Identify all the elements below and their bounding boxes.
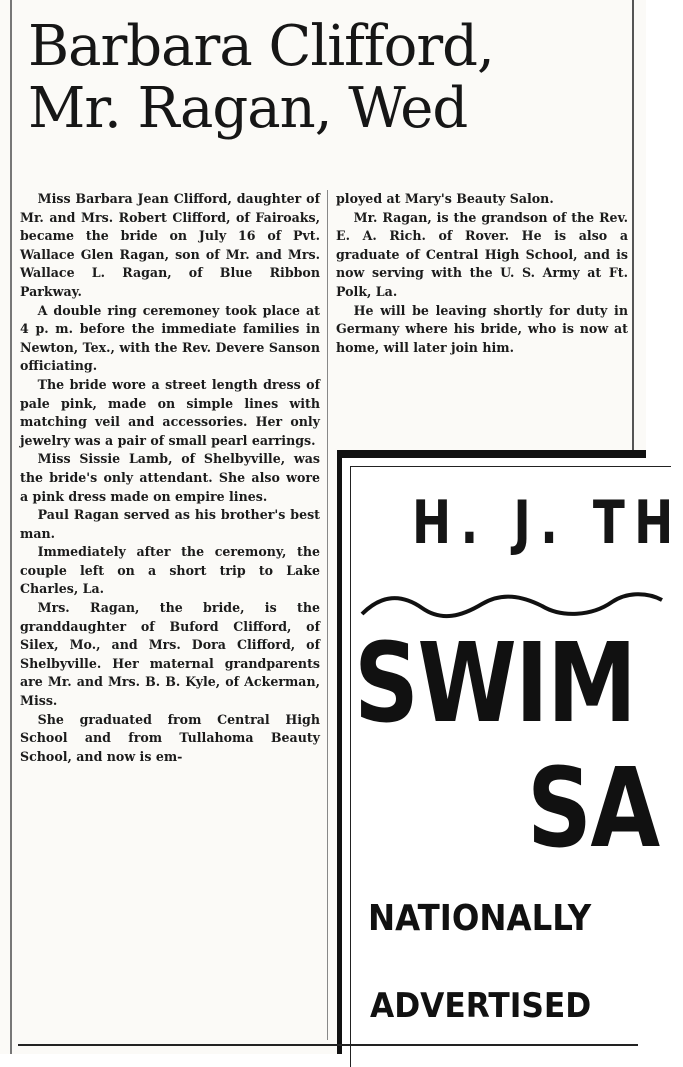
ad-word-swim: SWIM — [354, 619, 636, 747]
ad-advertised: ADVERTISED — [370, 986, 592, 1026]
article-column-2 — [336, 190, 628, 440]
advertisement — [337, 450, 683, 1054]
paragraph: A double ring ceremoney took place at 4 p. m. before the immediate families in Newton, Tex., with the Rev. Devere Sanson officiating. — [20, 302, 320, 374]
column-divider — [327, 190, 328, 1040]
paragraph: Mrs. Ragan, the bride, is the granddaughter of Buford Clifford, of Silex, Mo., and Mrs. Dora Clifford, of Shelbyville. Her maternal grandparents are Mr. and Mrs. B. B. Kyle, of Ackerman, Miss. — [20, 600, 320, 709]
article-column-1 — [20, 190, 320, 1038]
ad-store-name: H. J. TH — [412, 488, 683, 558]
headline — [28, 16, 628, 140]
bottom-rule — [18, 1044, 638, 1046]
left-rule — [10, 0, 12, 1054]
headline-line-1: Barbara Clifford, — [28, 14, 494, 79]
paragraph: Paul Ragan served as his brother's best man. — [20, 507, 320, 541]
paragraph: Immediately after the ceremony, the couple left on a short trip to Lake Charles, La. — [20, 544, 320, 597]
paragraph: ployed at Mary's Beauty Salon. — [336, 191, 554, 206]
ad-word-sale: SA — [527, 744, 659, 872]
paragraph: Miss Sissie Lamb, of Shelbyville, was the bride's only attendant. She also wore a pink dress made on empire lines. — [20, 451, 320, 504]
headline-line-2: Mr. Ragan, Wed — [28, 76, 468, 141]
paragraph: The bride wore a street length dress of pale pink, made on simple lines with matching veil and accessories. Her only jewelry was a pair of small pearl earrings. — [20, 376, 320, 448]
paragraph: Miss Barbara Jean Clifford, daughter of Mr. and Mrs. Robert Clifford, of Fairoaks, became the bride on July 16 of Pvt. Wallace Glen Ragan, son of Mr. and Mrs. Wallace L. Ragan, of Blue Ribbon Parkway. — [20, 191, 320, 299]
ad-nationally: NATIONALLY — [368, 898, 592, 939]
paragraph: He will be leaving shortly for duty in Germany where his bride, who is now at home, will later join him. — [336, 302, 628, 355]
paragraph: Mr. Ragan, is the grandson of the Rev. E. A. Rich. of Rover. He is also a graduate of Central High School, and is now serving with the U. S. Army at Ft. Polk, La. — [336, 209, 628, 299]
paragraph: She graduated from Central High School and from Tullahoma Beauty School, and now is em- — [20, 711, 320, 764]
